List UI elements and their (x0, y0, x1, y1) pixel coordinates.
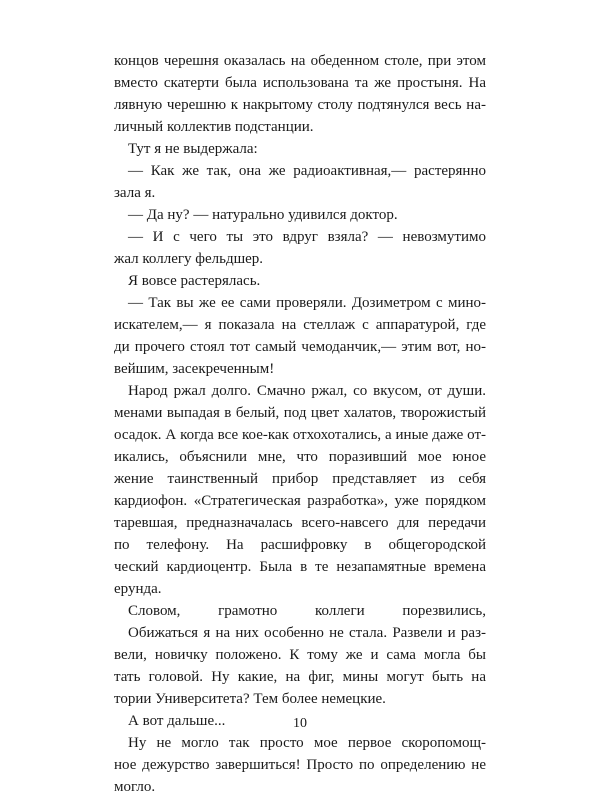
text-line: Обижаться я на них особенно не стала. Развели и раз- (128, 625, 486, 641)
text-line: — Так вы же ее сами проверяли. Дозиметром с мино- (128, 295, 486, 311)
text-line: лявную черешню к накрытому столу подтянулся весь на- (114, 97, 486, 113)
text-line: жение таинственный прибор представляет из себя (114, 471, 486, 487)
text-line: А вот дальше... (128, 713, 226, 729)
text-line: по телефону. На расшифровку в общегородской (114, 537, 486, 553)
text-line: вейшим, засекреченным! (114, 361, 275, 377)
text-line: ди прочего стоял тот самый чемоданчик,— этим вот, но- (114, 339, 486, 355)
text-line: ное дежурство завершиться! Просто по определению не (114, 757, 486, 773)
text-line: Ну не могло так просто мое первое скоропомощ- (128, 735, 486, 751)
text-line: вместо скатерти была использована та же простыня. На (114, 75, 486, 91)
text-line: Словом, грамотно коллеги порезвились, (128, 603, 486, 619)
text-line: ческий кардиоцентр. Была в те незапамятные времена (114, 559, 486, 575)
text-line: кардиофон. «Стратегическая разработка», уже порядком (114, 493, 486, 509)
text-line: вели, новичку положено. К тому же и сама могла бы (114, 647, 486, 663)
text-line: тать головой. Ну какие, на фиг, мины могут быть на (114, 669, 486, 685)
text-line: могло. (114, 779, 156, 795)
text-line: ерунда. (114, 581, 162, 597)
text-line: зала я. (114, 185, 156, 201)
text-line: — Да ну? — натурально удивился доктор. (128, 207, 398, 223)
text-line: концов черешня оказалась на обеденном столе, при этом (114, 53, 486, 69)
text-line: осадок. А когда все кое-как отхохотались, а иные даже от- (114, 427, 486, 443)
text-line: менами выпадая в белый, под цвет халатов, творожистый (114, 405, 486, 421)
text-line: жал коллегу фельдшер. (114, 251, 264, 267)
text-line: личный коллектив подстанции. (114, 119, 314, 135)
body-text (114, 50, 486, 798)
text-line: — И с чего ты это вдруг взяла? — невозмутимо (128, 229, 486, 245)
page-number: 10 (293, 716, 307, 731)
text-line: — Как же так, она же радиоактивная,— растерянно (128, 163, 486, 179)
text-line: Тут я не выдержала: (128, 141, 258, 157)
text-line: тории Университета? Тем более немецкие. (114, 691, 386, 707)
text-line: таревшая, предназначалась всего-навсего для передачи (114, 515, 486, 531)
text-line: Народ ржал долго. Смачно ржал, со вкусом, от души. (128, 383, 486, 399)
text-line: икались, объяснили мне, что поразивший мое юное (114, 449, 486, 465)
text-line: искателем,— я показала на стеллаж с аппаратурой, где (114, 317, 486, 333)
text-line: Я вовсе растерялась. (128, 273, 261, 289)
